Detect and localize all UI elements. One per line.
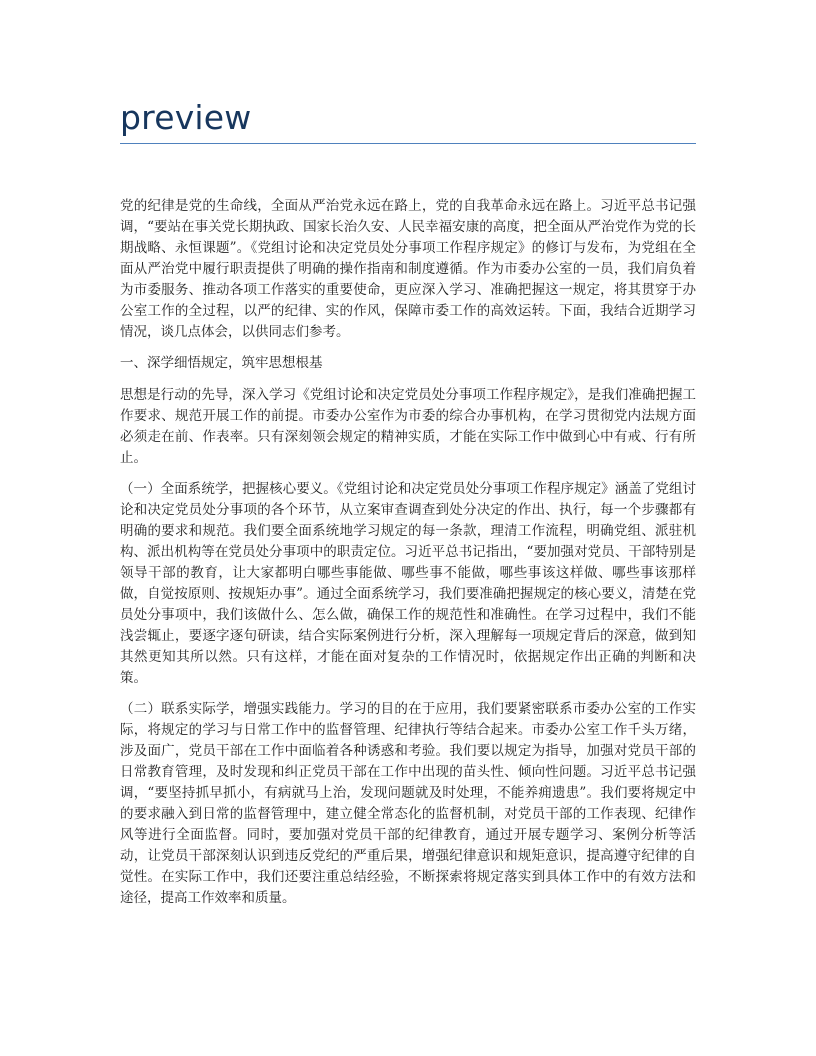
document-body [120, 196, 696, 919]
subsection-2-paragraph: （二）联系实际学，增强实践能力。学习的目的在于应用，我们要紧密联系市委办公室的工作实际，将规定的学习与日常工作中的监督管理、纪律执行等结合起来。市委办公室工作千头万绪，涉及面广，党员干部在工作中面临着各种诱惑和考验。我们要以规定为指导，加强对党员干部的日常教育管理，及时发现和纠正党员干部在工作中出现的苗头性、倾向性问题。习近平总书记强调，“要坚持抓早抓小，有病就马上治，发现问题就及时处理，不能养痈遗患”。我们要将规定中的要求融入到日常的监督管理中，建立健全常态化的监督机制，对党员干部的工作表现、纪律作风等进行全面监督。同时，要加强对党员干部的纪律教育，通过开展专题学习、案例分析等活动，让党员干部深刻认识到违反党纪的严重后果，增强纪律意识和规矩意识，提高遵守纪律的自觉性。在实际工作中，我们还要注重总结经验，不断探索将规定落实到具体工作中的有效方法和途径，提高工作效率和质量。 [120, 701, 696, 906]
subsection-1-paragraph: （一）全面系统学，把握核心要义。《党组讨论和决定党员处分事项工作程序规定》涵盖了党组讨论和决定党员处分事项的各个环节，从立案审查调查到处分决定的作出、执行，每一个步骤都有明确的要求和规范。我们要全面系统地学习规定的每一条款，理清工作流程，明确党组、派驻机构、派出机构等在党员处分事项中的职责定位。习近平总书记指出，“要加强对党员、干部特别是领导干部的教育，让大家都明白哪些事能做、哪些事不能做，哪些事该这样做、哪些事该那样做，自觉按原则、按规矩办事”。通过全面系统学习，我们要准确把握规定的核心要义，清楚在党员处分事项中，我们该做什么、怎么做，确保工作的规范性和准确性。在学习过程中，我们不能浅尝辄止，要逐字逐句研读，结合实际案例进行分析，深入理解每一项规定背后的深意，做到知其然更知其所以然。只有这样，才能在面对复杂的工作情况时，依据规定作出正确的判断和决策。 [120, 481, 696, 686]
document-title: preview [120, 98, 252, 137]
section-heading: 一、深学细悟规定，筑牢思想根基 [120, 355, 323, 371]
title-divider [120, 143, 696, 144]
intro-paragraph: 党的纪律是党的生命线，全面从严治党永远在路上，党的自我革命永远在路上。习近平总书记强调，“要站在事关党长期执政、国家长治久安、人民幸福安康的高度，把全面从严治党作为党的长期战略、永恒课题”。《党组讨论和决定党员处分事项工作程序规定》的修订与发布，为党组在全面从严治党中履行职责提供了明确的操作指南和制度遵循。作为市委办公室的一员，我们肩负着为市委服务、推动各项工作落实的重要使命，更应深入学习、准确把握这一规定，将其贯穿于办公室工作的全过程，以严的纪律、实的作风，保障市委工作的高效运转。下面，我结合近期学习情况，谈几点体会，以供同志们参考。 [120, 198, 696, 340]
section-intro-paragraph: 思想是行动的先导，深入学习《党组讨论和决定党员处分事项工作程序规定》，是我们准确把握工作要求、规范开展工作的前提。市委办公室作为市委的综合办事机构，在学习贯彻党内法规方面必须走在前、作表率。只有深刻领会规定的精神实质，才能在实际工作中做到心中有戒、行有所止。 [120, 387, 696, 466]
